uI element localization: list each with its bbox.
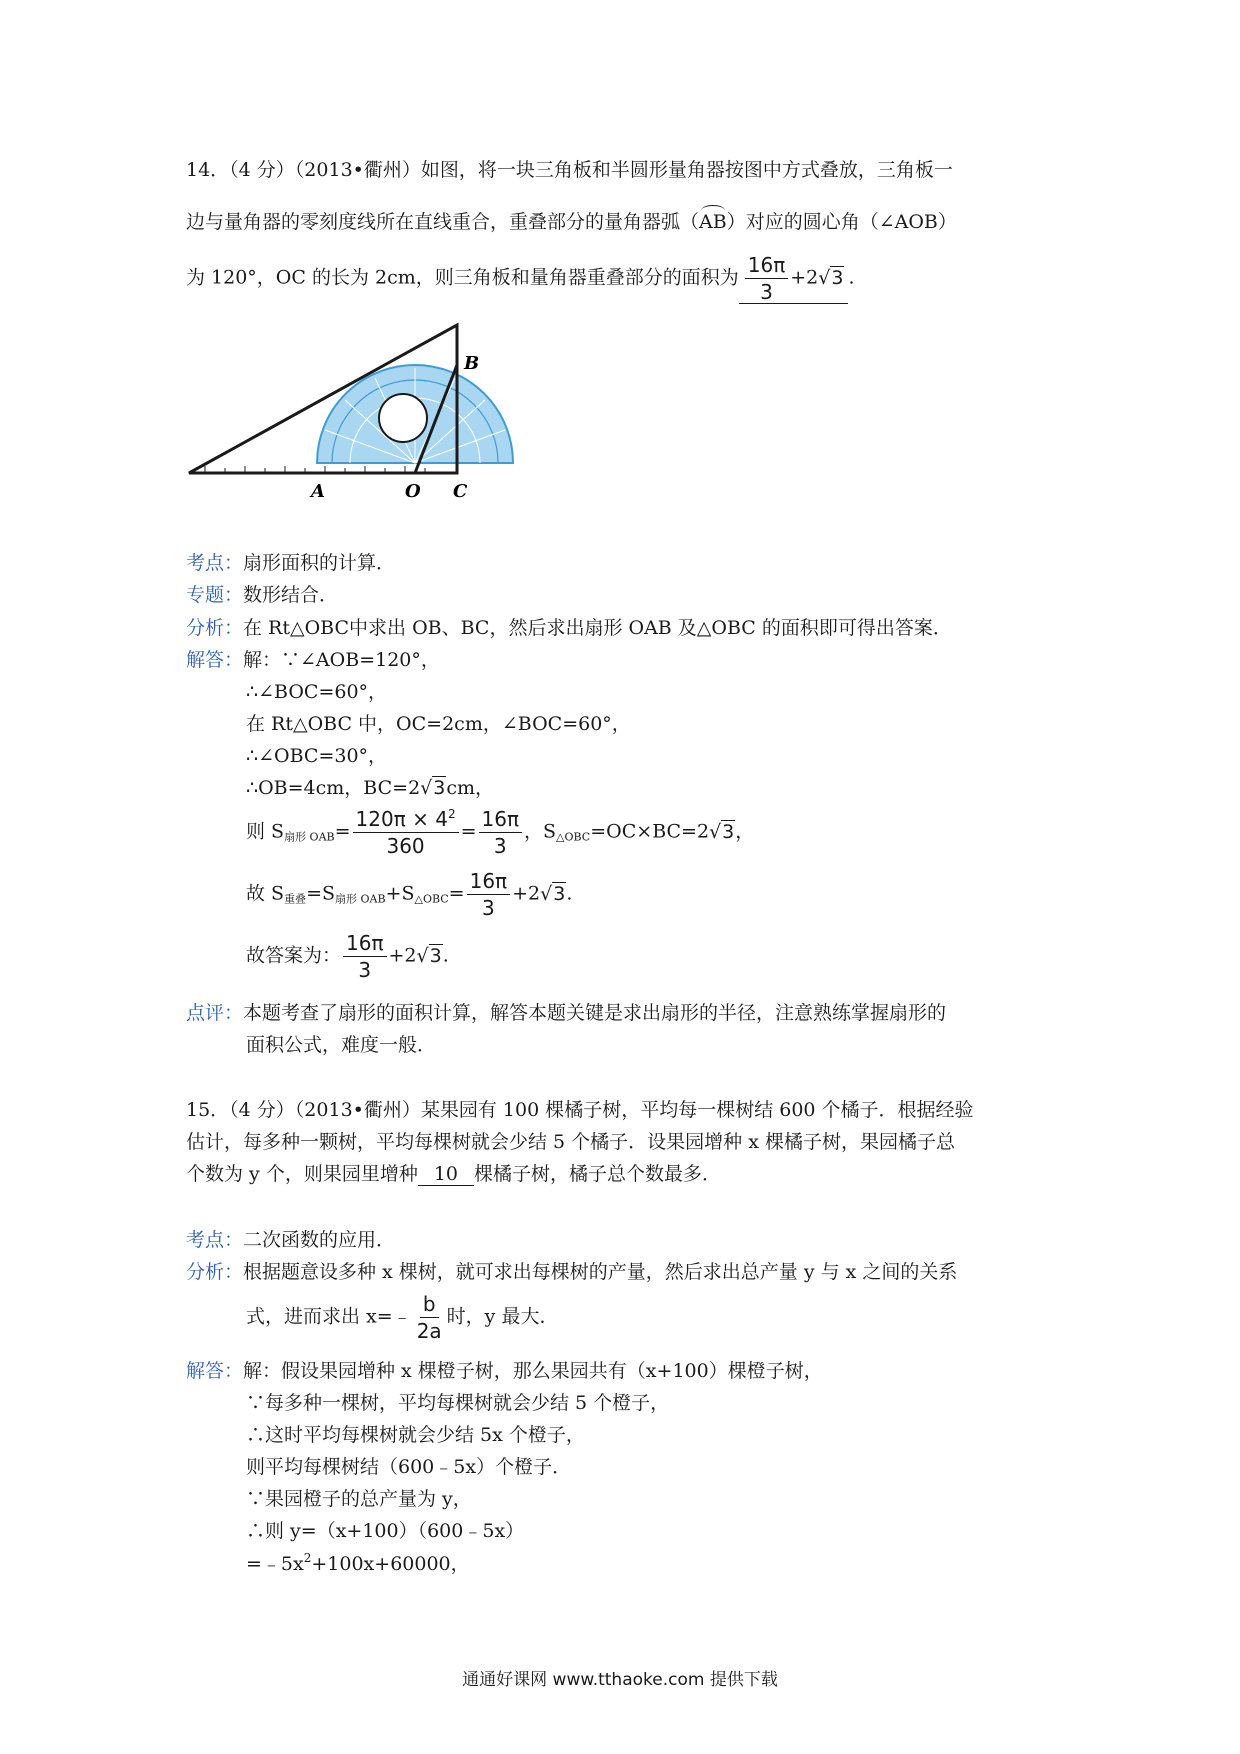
q15-step2: ∵每多种一棵树，平均每棵树就会少结 5 个橙子， [246,1392,670,1414]
q14-zhuanti [186,580,338,607]
q15-jieda-label: 解答： [186,1360,244,1382]
q14-dianping [186,998,946,1025]
label-a: A [311,481,325,500]
step8-num: 16π [343,932,387,957]
kaodian-label: 考点： [186,552,244,574]
step7-sub3: △OBC [414,892,449,906]
q14-kaodian [186,548,395,575]
q15-step5: ∵果园橙子的总产量为 y， [246,1488,472,1510]
step6-eq2: = [460,820,477,843]
step7-b: =S [306,882,335,905]
zhuanti-label: 专题： [186,584,244,606]
dianping-text2: 面积公式，难度一般． [246,1034,437,1056]
step8-sqrt: √3 [416,944,442,967]
jieda-step3: 在 Rt△OBC 中，OC=2cm，∠BOC=60°， [246,713,631,735]
step6-frac2-num: 16π [479,808,523,833]
jieda-label: 解答： [186,649,244,671]
step8-a: 故答案为： [246,944,342,967]
q15-fenxi2-a: 式，进而求出 x=﹣ [246,1305,412,1328]
jieda-step7 [246,870,572,919]
step7-e: . [566,882,573,905]
q15-step6: ∴则 y=（x+100）（600﹣5x） [246,1520,525,1542]
label-o: O [405,481,421,500]
q15-fenxi [186,1257,957,1284]
q15-fenxi2-b: 时，y 最大． [446,1305,559,1328]
step7-den: 3 [481,896,495,920]
step7-frac [467,870,511,919]
q14-line2-b: ）对应的圆心角（∠AOB） [726,211,957,233]
step6-frac1-num [353,808,459,833]
kaodian-text: 扇形面积的计算． [243,552,396,574]
dianping-label: 点评： [186,1002,244,1024]
step6-sub2: △OBC [556,830,591,844]
q14-answer-rad: 3 [831,266,844,289]
q14-line3-text: 为 120°，OC 的长为 2cm，则三角板和量角器重叠部分的面积为 [186,266,739,289]
step6-eq: = [334,820,351,843]
step7-plus: +2 [512,882,541,905]
q15-fenxi2-num: b [420,1293,439,1318]
q15-line3-b: 棵橘子树，橘子总个数最多． [474,1163,722,1185]
q14-fenxi [186,613,952,640]
label-c: C [453,481,468,500]
jieda-step1: 解：∵∠AOB=120°， [243,649,440,671]
step6-a: 则 S [246,820,285,843]
q15-step3: ∴这时平均每棵树就会少结 5x 个橙子， [246,1424,585,1446]
jieda-step2: ∴∠BOC=60°， [246,681,388,703]
q15-kaodian-text: 二次函数的应用． [243,1229,396,1251]
protractor [317,365,513,463]
jieda-step5 [246,773,494,800]
q14-line2-a: 边与量角器的零刻度线所在直线重合，重叠部分的量角器弧（ [186,211,700,233]
fenxi-label: 分析： [186,617,244,639]
q15-answer-blank: 10 [418,1163,474,1186]
step7-a: 故 S [246,882,285,905]
step7-rad: 3 [553,882,566,905]
q14-figure [185,320,525,500]
jieda-step6 [246,808,754,857]
q15-step4: 则平均每棵树结（600﹣5x）个橙子． [246,1456,572,1478]
step6-frac1 [353,808,459,857]
q15-line3-a: 个数为 y 个，则果园里增种 [186,1163,418,1185]
q14-line3-end: . [848,266,855,289]
step6-b: ，S [524,820,557,843]
q15-kaodian-label: 考点： [186,1229,244,1251]
q14-jieda [186,645,440,672]
q14-line1: 14．（4 分）（2013•衢州）如图，将一块三角板和半圆形量角器按图中方式叠放，三角板一 [186,159,953,181]
q15-fenxi2-den: 2a [416,1319,442,1343]
step6-frac1-num-text: 120π × 4 [355,807,448,831]
q15-fenxi-label: 分析： [186,1261,244,1283]
jieda-step8 [246,932,449,981]
step5-a: ∴OB=4cm，BC=2 [246,777,421,799]
arc-ab: AB [699,205,727,233]
q15-line1: 15．（4 分）（2013•衢州）某果园有 100 棵橘子树，平均每一棵树结 600 个橘子．根据经验 [186,1099,974,1121]
q15-fenxi-line2 [246,1293,558,1342]
step5-sqrt: √3 [420,777,446,799]
q15-fenxi-text1: 根据题意设多种 x 棵树，就可求出每棵树的产量，然后求出总产量 y 与 x 之间的关系 [243,1261,958,1283]
q14-answer-sqrt: √3 [818,266,844,289]
step6-sub: 扇形 OAB [284,830,335,844]
step8-rad: 3 [429,944,442,967]
q15-step7 [246,1549,470,1576]
q15-kaodian [186,1225,395,1252]
q14-answer-den: 3 [760,280,773,304]
q14-answer-fraction [745,254,789,303]
q15-fenxi2-frac [414,1293,445,1342]
q15-step7-sup: 2 [303,1551,312,1565]
step6-frac1-sup: 2 [447,807,456,821]
dianping-text1: 本题考查了扇形的面积计算，解答本题关键是求出扇形的半径，注意熟练掌握扇形的 [243,1002,947,1024]
step8-frac [343,932,387,981]
step6-rad: 3 [722,820,735,843]
step5-b: cm， [446,777,495,799]
step6-frac2-den: 3 [493,834,507,858]
jieda-step4: ∴∠OBC=30°， [246,745,388,767]
step7-c: +S [385,882,415,905]
q15-line3 [186,1159,721,1186]
q14-line2 [186,205,957,234]
step8-den: 3 [358,958,372,982]
zhuanti-text: 数形结合． [243,584,339,606]
page-footer: 通通好课网 www.tthaoke.com 提供下载 [462,1670,778,1690]
step6-frac1-den: 360 [386,834,425,858]
step6-d: ， [735,820,755,843]
q14-answer-blank [739,254,849,304]
q14-line3 [186,254,855,304]
q15-jieda [186,1356,823,1383]
q14-answer-num: 16π [745,254,789,279]
q14-answer-plus: +2 [790,266,819,289]
step6-c: =OC×BC=2 [590,820,710,843]
step6-frac2 [479,808,523,857]
step7-num: 16π [467,870,511,895]
step8-plus: +2 [388,944,417,967]
fenxi-text: 在 Rt△OBC中求出 OB、BC，然后求出扇形 OAB 及△OBC 的面积即可得出答案． [243,617,952,639]
step8-e: . [442,944,449,967]
step6-sqrt: √3 [709,820,735,843]
q15-step1: 解：假设果园增种 x 棵橙子树，那么果园共有（x+100）棵橙子树， [243,1360,823,1382]
step7-sub2: 扇形 OAB [335,892,386,906]
step7-d: = [448,882,465,905]
step7-sub1: 重叠 [284,892,307,906]
q15-line2: 估计，每多种一颗树，平均每棵树就会少结 5 个橘子．设果园增种 x 棵橘子树，果园橘子总 [186,1131,955,1153]
step5-rad: 3 [433,777,446,799]
q15-step7-a: =﹣5x [246,1553,304,1575]
q15-step7-b: +100x+60000， [311,1553,470,1575]
label-b: B [464,353,480,374]
step7-sqrt: √3 [540,882,566,905]
